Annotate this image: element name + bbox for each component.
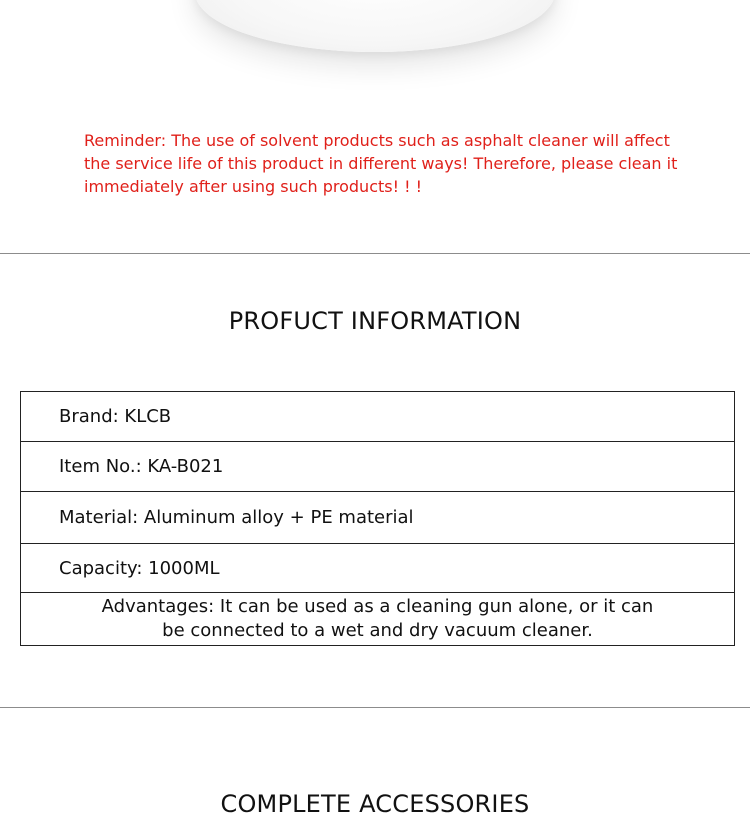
table-row-brand xyxy=(21,392,734,442)
material-text: Material: Aluminum alloy + PE material xyxy=(59,507,414,528)
product-info-table xyxy=(20,391,735,646)
section-divider xyxy=(0,707,750,708)
brand-text: Brand: KLCB xyxy=(59,406,172,427)
reminder-text: Reminder: The use of solvent products such as asphalt cleaner will affect the service life of this product in different ways! Therefore, please clean it immediately after using such products! ! ! xyxy=(84,131,678,196)
item-no-text: Item No.: KA-B021 xyxy=(59,456,224,477)
table-row-item-no xyxy=(21,442,734,492)
product-image-bottom xyxy=(195,0,555,52)
table-row-capacity xyxy=(21,544,734,593)
table-row-advantages xyxy=(21,593,734,645)
complete-accessories-title: COMPLETE ACCESSORIES xyxy=(220,790,530,818)
capacity-text: Capacity: 1000ML xyxy=(59,557,220,579)
table-row-material xyxy=(21,492,734,544)
product-information-title: PROFUCT INFORMATION xyxy=(228,307,522,335)
advantages-text: Advantages: It can be used as a cleaning gun alone, or it can be connected to a wet and dry vacuum cleaner. xyxy=(101,596,654,641)
section-divider xyxy=(0,253,750,254)
